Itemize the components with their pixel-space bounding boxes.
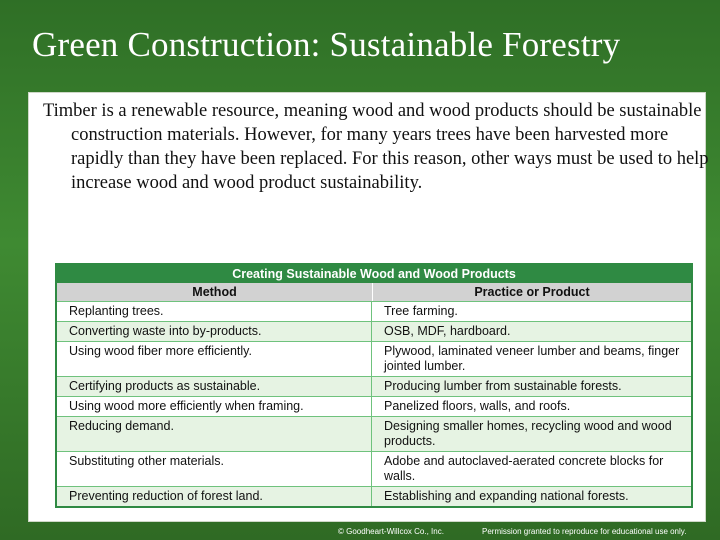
method-cell: Certifying products as sustainable. [57,377,372,396]
method-cell: Preventing reduction of forest land. [57,487,372,506]
intro-paragraph: Timber is a renewable resource, meaning wood and wood products should be sustainable construction materials. However, for many years trees have been harvested more rapidly than they have been replaced. For this reason, other ways must be used to help increase wood and wood product sustainability. [43,101,709,193]
table-header-row [57,283,691,301]
table-row [57,396,691,416]
header-method: Method [57,283,373,301]
content-panel [28,92,709,522]
method-cell: Converting waste into by-products. [57,322,372,341]
title-bar [0,0,720,90]
practice-cell: Tree farming. [384,304,458,318]
method-cell: Using wood fiber more efficiently. [57,342,372,376]
table-title: Creating Sustainable Wood and Wood Products [57,265,691,283]
method-cell: Using wood more efficiently when framing. [57,397,372,416]
practice-cell: Adobe and autoclaved-aerated concrete blocks for walls. [384,454,664,483]
permission-text: Permission granted to reproduce for educational use only. [482,527,687,536]
table-row [57,416,691,451]
slide-title: Green Construction: Sustainable Forestry [32,25,621,64]
method-cell: Replanting trees. [57,302,372,321]
practice-cell: Producing lumber from sustainable forests. [384,379,622,393]
practice-cell: Panelized floors, walls, and roofs. [384,399,571,413]
practice-cell: Plywood, laminated veneer lumber and beams, finger jointed lumber. [384,344,680,373]
method-cell: Reducing demand. [57,417,372,451]
copyright-text: © Goodheart-Willcox Co., Inc. [338,527,444,536]
practice-cell: Establishing and expanding national forests. [384,489,629,503]
table-row [57,486,691,506]
table-row [57,376,691,396]
footer [0,524,720,540]
table-row [57,321,691,341]
header-practice: Practice or Product [474,285,590,299]
practice-cell: OSB, MDF, hardboard. [384,324,511,338]
table-row [57,301,691,321]
table-row [57,341,691,376]
sustainability-table [55,263,693,508]
practice-cell: Designing smaller homes, recycling wood and wood products. [384,419,672,448]
table-row [57,451,691,486]
method-cell: Substituting other materials. [57,452,372,486]
